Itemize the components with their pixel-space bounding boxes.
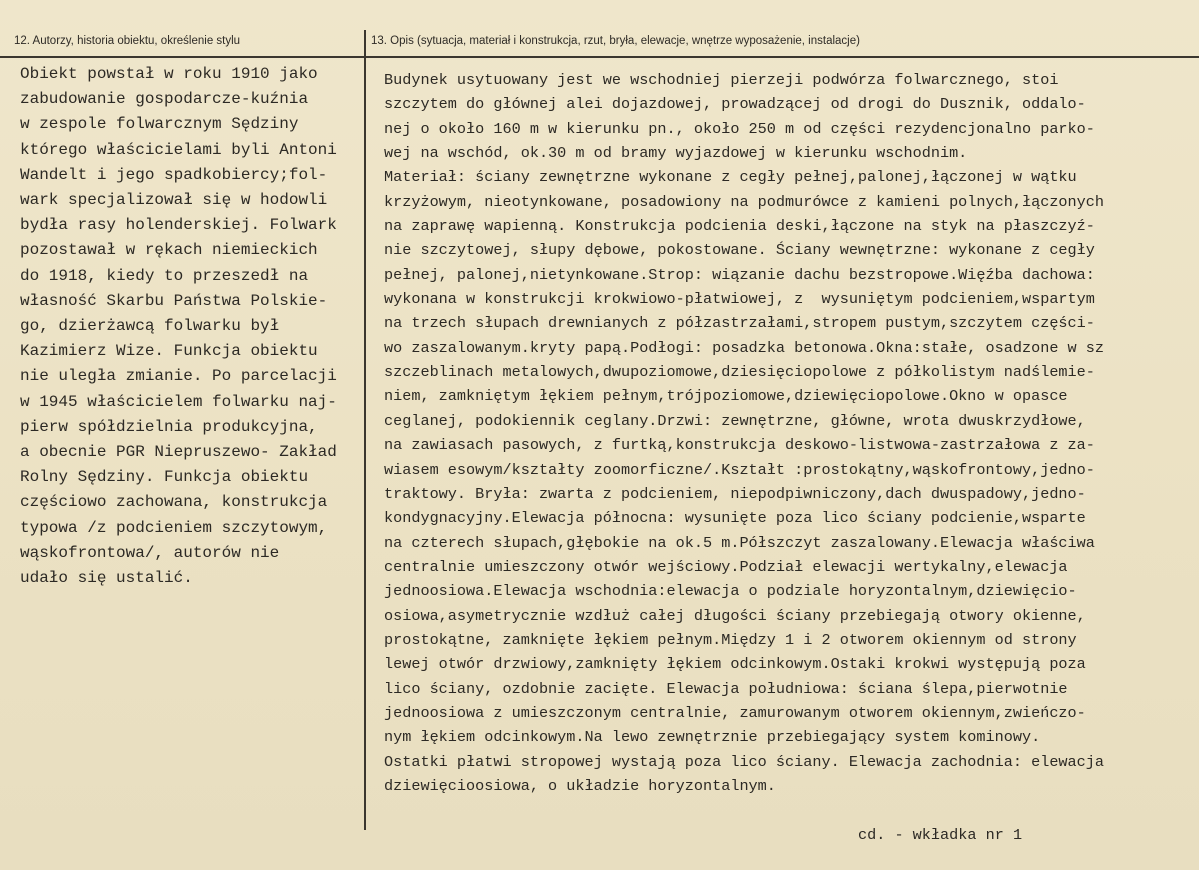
text-line: a obecnie PGR Niepruszewo- Zakład xyxy=(20,443,337,462)
text-line: na zaprawę wapienną. Konstrukcja podcienia deski,łączone na styk na płaszczyź- xyxy=(384,217,1095,236)
text-line: nie uległa zmianie. Po parcelacji xyxy=(20,367,337,386)
description-text xyxy=(384,68,1199,798)
text-line: nie szczytowej, słupy dębowe, pokostowane. Ściany wewnętrzne: wykonane z cegły xyxy=(384,241,1095,260)
text-line: niem, zamkniętym łękiem pełnym,trójpoziomowe,dziewięciopolowe.Okno w opasce xyxy=(384,387,1068,406)
text-line: na czterech słupach,głębokie na ok.5 m.Półszczyt zaszalowany.Elewacja właściwa xyxy=(384,533,1095,552)
text-line: centralnie umieszczony otwór wejściowy.Podział elewacji wertykalny,elewacja xyxy=(384,557,1068,576)
text-line: pełnej, palonej,nietynkowane.Strop: wiązanie dachu bezstropowe.Więźba dachowa: xyxy=(384,265,1095,284)
text-line: w zespole folwarcznym Sędziny xyxy=(20,115,299,134)
text-line: Kazimierz Wize. Funkcja obiektu xyxy=(20,342,318,361)
text-line: wo zaszalowanym.kryty papą.Podłogi: posadzka betonowa.Okna:stałe, osadzone w sz xyxy=(384,338,1105,357)
authors-history-text xyxy=(20,62,360,591)
text-line: w 1945 właścicielem folwarku naj- xyxy=(20,392,337,411)
text-line: dziewięcioosiowa, o układzie horyzontalnym. xyxy=(384,776,776,795)
text-line: wiasem esowym/kształty zoomorficzne/.Kształt :prostokątny,wąskofrontowy,jedno- xyxy=(384,460,1095,479)
text-line: ceglanej, podokiennik ceglany.Drzwi: zewnętrzne, główne, wrota dwuskrzydłowe, xyxy=(384,411,1086,430)
text-line: osiowa,asymetrycznie wzdłuż całej długości ściany przebiegają otwory okienne, xyxy=(384,606,1086,625)
text-line: nej o około 160 m w kierunku pn., około 250 m od części rezydencjonalno parko- xyxy=(384,119,1095,138)
text-line: jednoosiowa.Elewacja wschodnia:elewacja o podziale horyzontalnym,dziewięcio- xyxy=(384,582,1077,601)
text-line: którego właścicielami byli Antoni xyxy=(20,140,337,159)
text-line: wykonana w konstrukcji krokwiowo-płatwiowej, z wysuniętym podcieniem,wspartym xyxy=(384,290,1095,309)
continuation-note: cd. - wkładka nr 1 xyxy=(858,826,1023,844)
text-line: zabudowanie gospodarcze-kuźnia xyxy=(20,90,309,109)
text-line: jednoosiowa z umieszczonym centralnie, zamurowanym otworem okiennym,zwieńczo- xyxy=(384,703,1086,722)
text-line: prostokątne, zamknięte łękiem pełnym.Między 1 i 2 otworem okiennym od strony xyxy=(384,630,1077,649)
text-line: wej na wschód, ok.30 m od bramy wyjazdowej w kierunku wschodnim. xyxy=(384,144,968,163)
text-line: lico ściany, ozdobnie zacięte. Elewacja południowa: ściana ślepa,pierwotnie xyxy=(384,679,1068,698)
section-12-header: 12. Autorzy, historia obiektu, określenie stylu xyxy=(14,35,241,47)
text-line: wark specjalizował się w hodowli xyxy=(20,191,328,210)
text-line: pierw spółdzielnia produkcyjna, xyxy=(20,417,318,436)
text-line: do 1918, kiedy to przeszedł na xyxy=(20,266,309,285)
text-line: Wandelt i jego spadkobiercy;fol- xyxy=(20,165,328,184)
text-line: kondygnacyjny.Elewacja północna: wysunięte poza lico ściany podcienie,wsparte xyxy=(384,509,1086,528)
text-line: na zawiasach pasowych, z furtką,konstrukcja deskowo-listwowa-zastrzałowa z za- xyxy=(384,436,1095,455)
header-divider xyxy=(0,56,1199,58)
text-line: szczeblinach metalowych,dwupoziomowe,dziesięciopolowe z półkolistym nadślemie- xyxy=(384,363,1095,382)
text-line: wąskofrontowa/, autorów nie xyxy=(20,543,280,562)
section-13-header: 13. Opis (sytuacja, materiał i konstrukcja, rzut, bryła, elewacje, wnętrze wyposażenie, instalacje) xyxy=(371,35,860,47)
text-line: typowa /z podcieniem szczytowym, xyxy=(20,518,328,537)
text-line: Budynek usytuowany jest we wschodniej pierzeji podwórza folwarcznego, stoi xyxy=(384,71,1059,89)
text-line: lewej otwór drzwiowy,zamknięty łękiem odcinkowym.Ostaki krokwi występują poza xyxy=(384,655,1086,674)
text-line: udało się ustalić. xyxy=(20,569,193,588)
text-line: własność Skarbu Państwa Polskie- xyxy=(20,291,328,310)
text-line: Materiał: ściany zewnętrzne wykonane z cegły pełnej,palonej,łączonej w wątku xyxy=(384,168,1077,187)
text-line: pozostawał w rękach niemieckich xyxy=(20,241,318,260)
text-line: nym łękiem odcinkowym.Na lewo zewnętrznie przebiegający system kominowy. xyxy=(384,728,1041,747)
text-line: traktowy. Bryła: zwarta z podcieniem, niepodpiwniczony,dach dwuspadowy,jedno- xyxy=(384,484,1086,503)
text-line: na trzech słupach drewnianych z półzastrzałami,stropem pustym,szczytem części- xyxy=(384,314,1095,333)
text-line: go, dzierżawcą folwarku był xyxy=(20,317,280,336)
text-line: Ostatki płatwi stropowej wystają poza lico ściany. Elewacja zachodnia: elewacja xyxy=(384,752,1105,771)
text-line: bydła rasy holenderskiej. Folwark xyxy=(20,216,337,235)
text-line: szczytem do głównej alei dojazdowej, prowadzącej od drogi do Dusznik, oddalo- xyxy=(384,95,1086,114)
column-divider xyxy=(364,30,366,830)
text-line: częściowo zachowana, konstrukcja xyxy=(20,493,328,512)
text-line: Obiekt powstał w roku 1910 jako xyxy=(20,65,318,83)
text-line: Rolny Sędziny. Funkcja obiektu xyxy=(20,468,309,487)
text-line: krzyżowym, nieotynkowane, posadowiony na podmurówce z kamieni polnych,łączonych xyxy=(384,192,1105,211)
